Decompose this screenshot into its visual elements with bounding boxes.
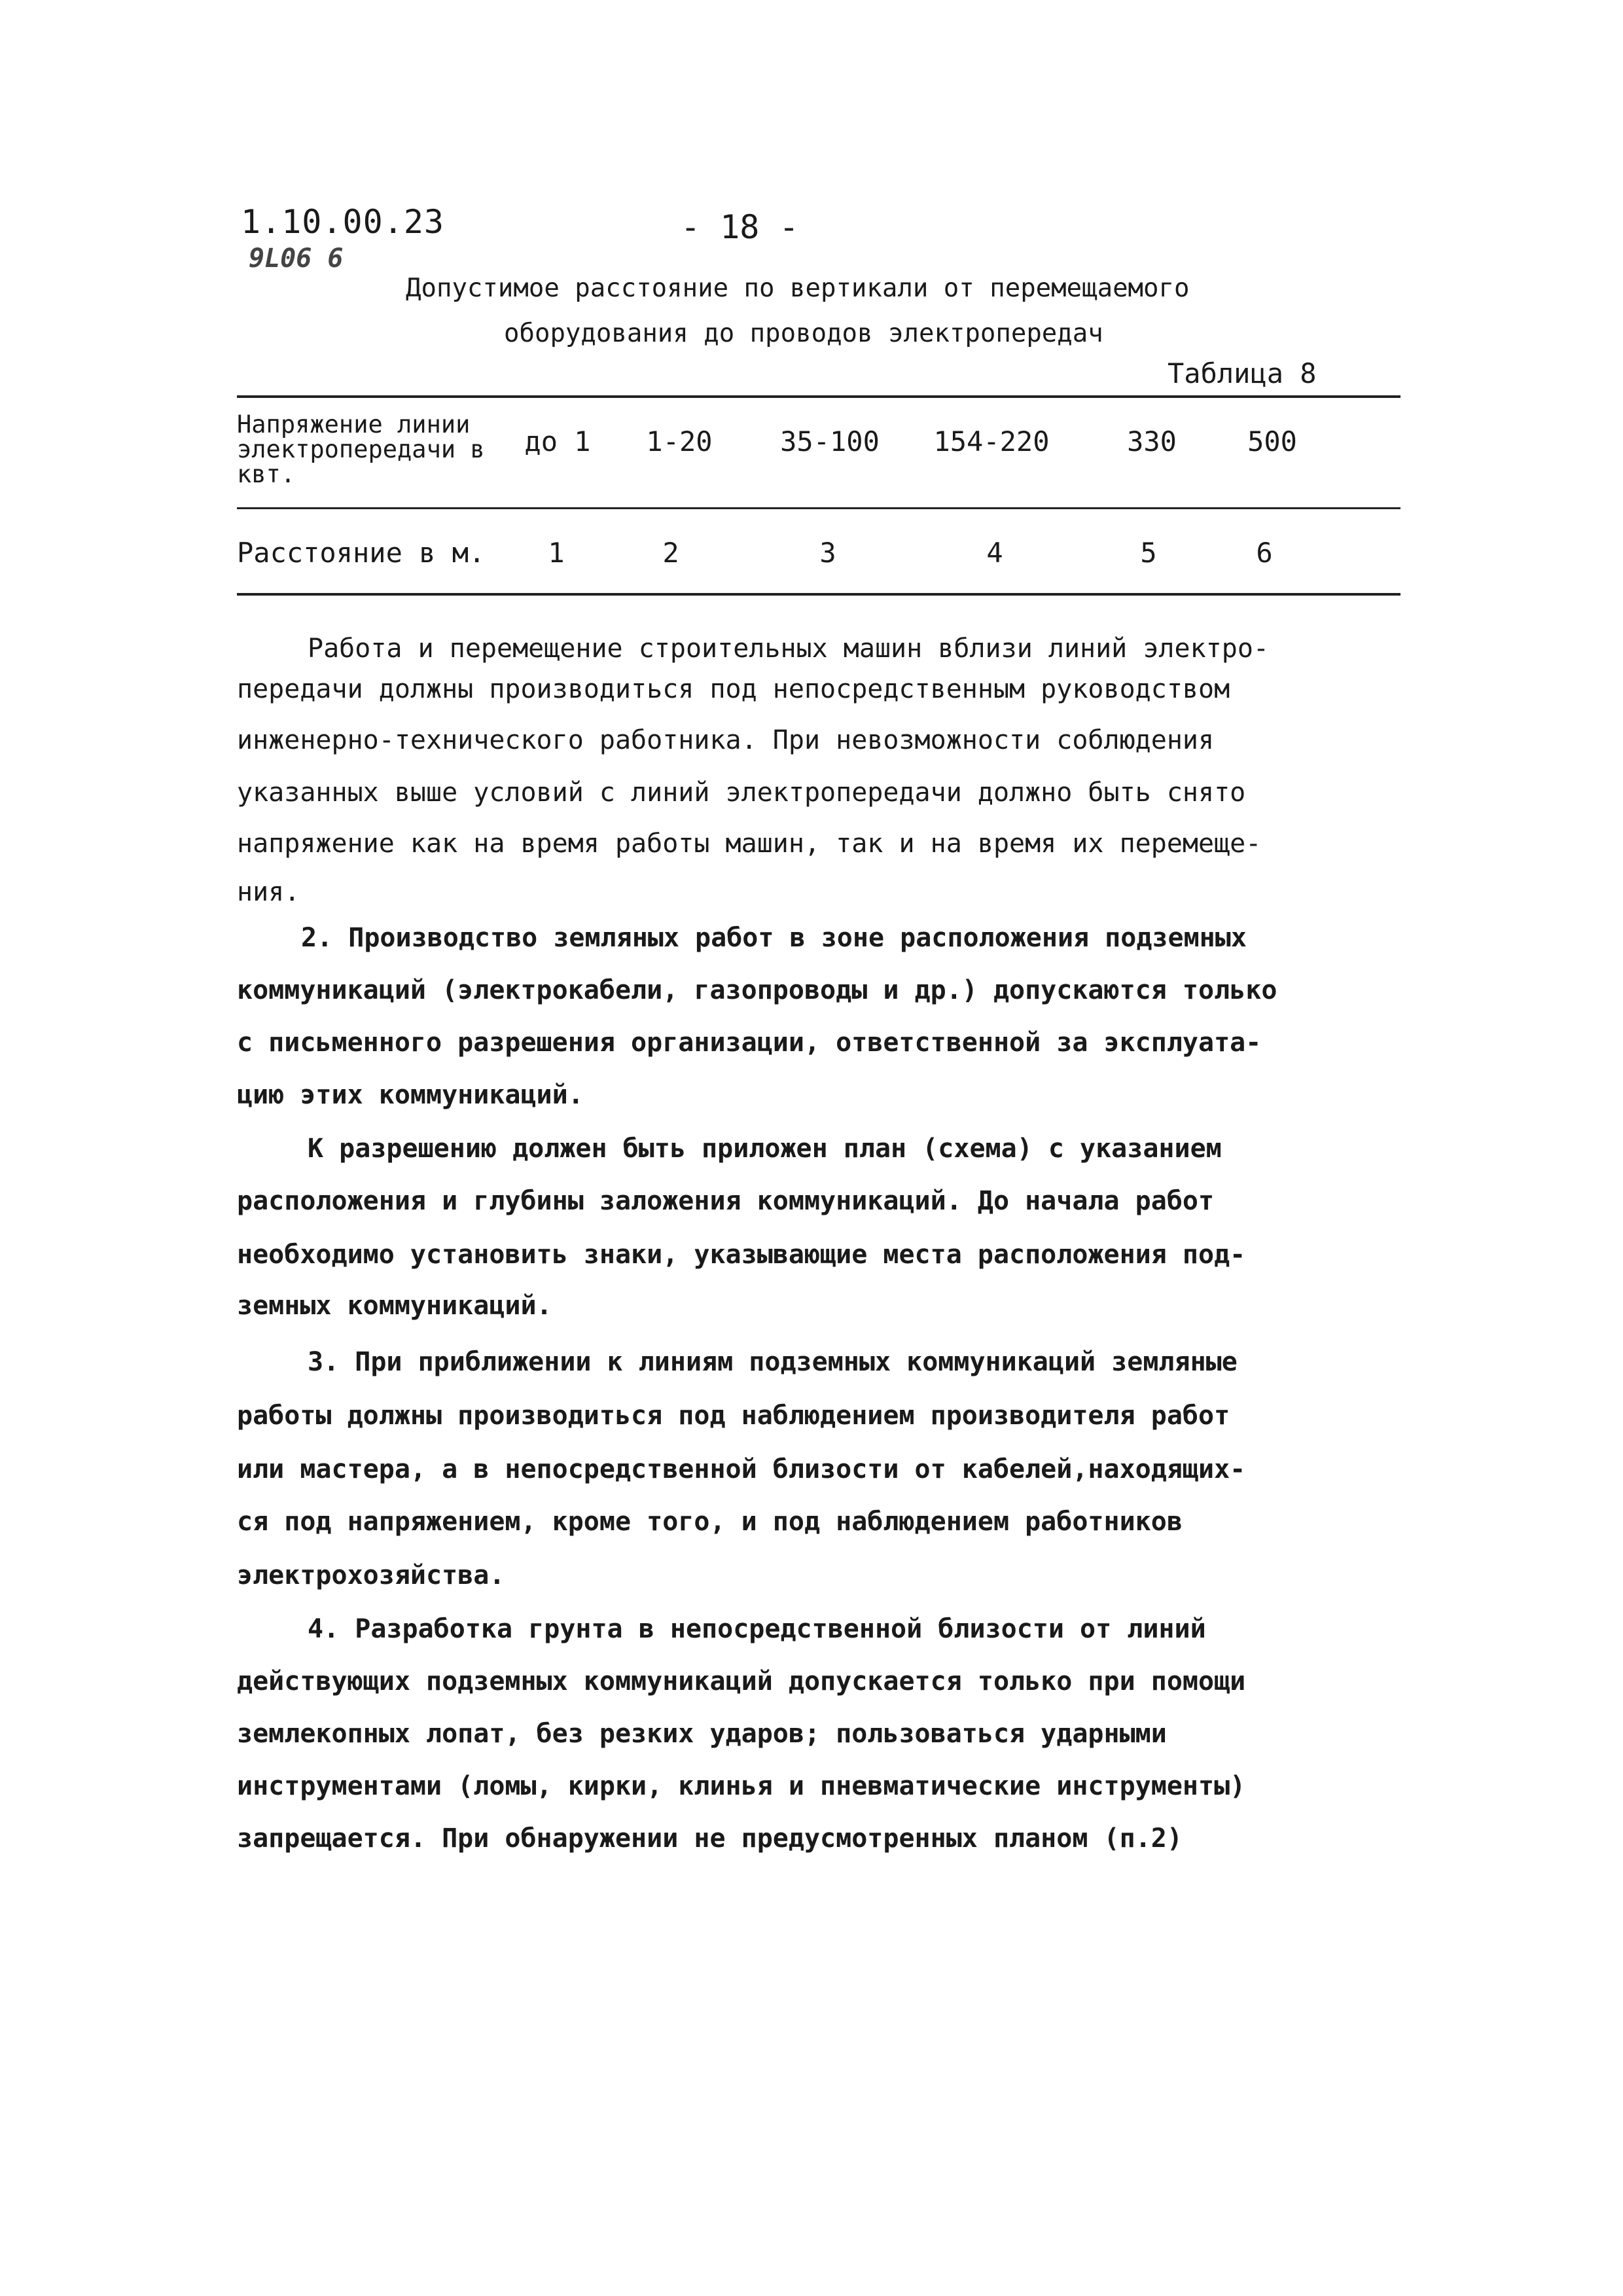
text-line: работы должны производиться под наблюдением производителя работ xyxy=(237,1401,1230,1431)
table-bottom-rule xyxy=(237,593,1400,596)
text-line: коммуникаций (электрокабели, газопроводы и др.) допускаются только xyxy=(237,975,1277,1005)
distance-cell: 1 xyxy=(548,537,565,569)
table-title-line-1: Допустимое расстояние по вертикали от перемещаемого xyxy=(406,274,1190,303)
text-line: инструментами (ломы, кирки, клинья и пневматические инструменты) xyxy=(237,1771,1246,1801)
text-line: указанных выше условий с линий электропередачи должно быть снято xyxy=(237,778,1246,808)
table-top-rule xyxy=(237,395,1400,398)
voltage-cell: 35-100 xyxy=(780,425,880,457)
voltage-cell: 1-20 xyxy=(646,425,713,457)
table-mid-rule xyxy=(237,507,1400,509)
text-line: земных коммуникаций. xyxy=(237,1291,552,1321)
distance-cell: 3 xyxy=(819,537,836,569)
voltage-cell: до 1 xyxy=(524,425,591,457)
text-line: необходимо установить знаки, указывающие места расположения под- xyxy=(237,1240,1246,1270)
table-label: Таблица 8 xyxy=(1168,357,1317,389)
handwritten-stamp: 9L06 6 xyxy=(249,243,344,274)
text-line: или мастера, а в непосредственной близости от кабелей,находящих- xyxy=(237,1454,1246,1484)
document-code: 1.10.00.23 xyxy=(241,203,445,241)
distance-cell: 4 xyxy=(986,537,1003,569)
text-line: ния. xyxy=(237,877,300,907)
text-line: действующих подземных коммуникаций допускается только при помощи xyxy=(237,1666,1246,1696)
table-row-header-distance: Расстояние в м. xyxy=(237,537,486,569)
text-line: напряжение как на время работы машин, так и на время их перемеще- xyxy=(237,829,1262,859)
voltage-cell: 500 xyxy=(1247,425,1297,457)
text-line: электрохозяйства. xyxy=(237,1560,505,1590)
distance-cell: 5 xyxy=(1140,537,1157,569)
text-line: инженерно-технического работника. При невозможности соблюдения xyxy=(237,725,1215,755)
text-line: цию этих коммуникаций. xyxy=(237,1080,584,1110)
text-line: землекопных лопат, без резких ударов; пользоваться ударными xyxy=(237,1719,1167,1749)
text-line: Работа и перемещение строительных машин вблизи линий электро- xyxy=(308,634,1270,664)
text-line: 3. При приближении к линиям подземных коммуникаций земляные xyxy=(308,1347,1238,1377)
text-line: передачи должны производиться под непосредственным руководством xyxy=(237,674,1230,704)
text-line: запрещается. При обнаружении не предусмотренных планом (п.2) xyxy=(237,1823,1183,1854)
distance-cell: 2 xyxy=(662,537,679,569)
text-line: с письменного разрешения организации, ответственной за эксплуата- xyxy=(237,1028,1262,1058)
voltage-cell: 154-220 xyxy=(933,425,1050,457)
voltage-cell: 330 xyxy=(1127,425,1177,457)
distance-cell: 6 xyxy=(1256,537,1273,569)
text-line: 2. Производство земляных работ в зоне расположения подземных xyxy=(301,923,1247,953)
text-line: 4. Разработка грунта в непосредственной близости от линий xyxy=(308,1614,1206,1644)
text-line: ся под напряжением, кроме того, и под наблюдением работников xyxy=(237,1507,1183,1537)
text-line: К разрешению должен быть приложен план (схема) с указанием xyxy=(308,1134,1222,1164)
page-number: - 18 - xyxy=(681,208,799,246)
table-row-header-voltage: Напряжение линии электропередачи в квт. xyxy=(237,410,485,488)
text-line: расположения и глубины заложения коммуникаций. До начала работ xyxy=(237,1186,1215,1216)
table-title-line-2: оборудования до проводов электропередач xyxy=(504,319,1103,348)
